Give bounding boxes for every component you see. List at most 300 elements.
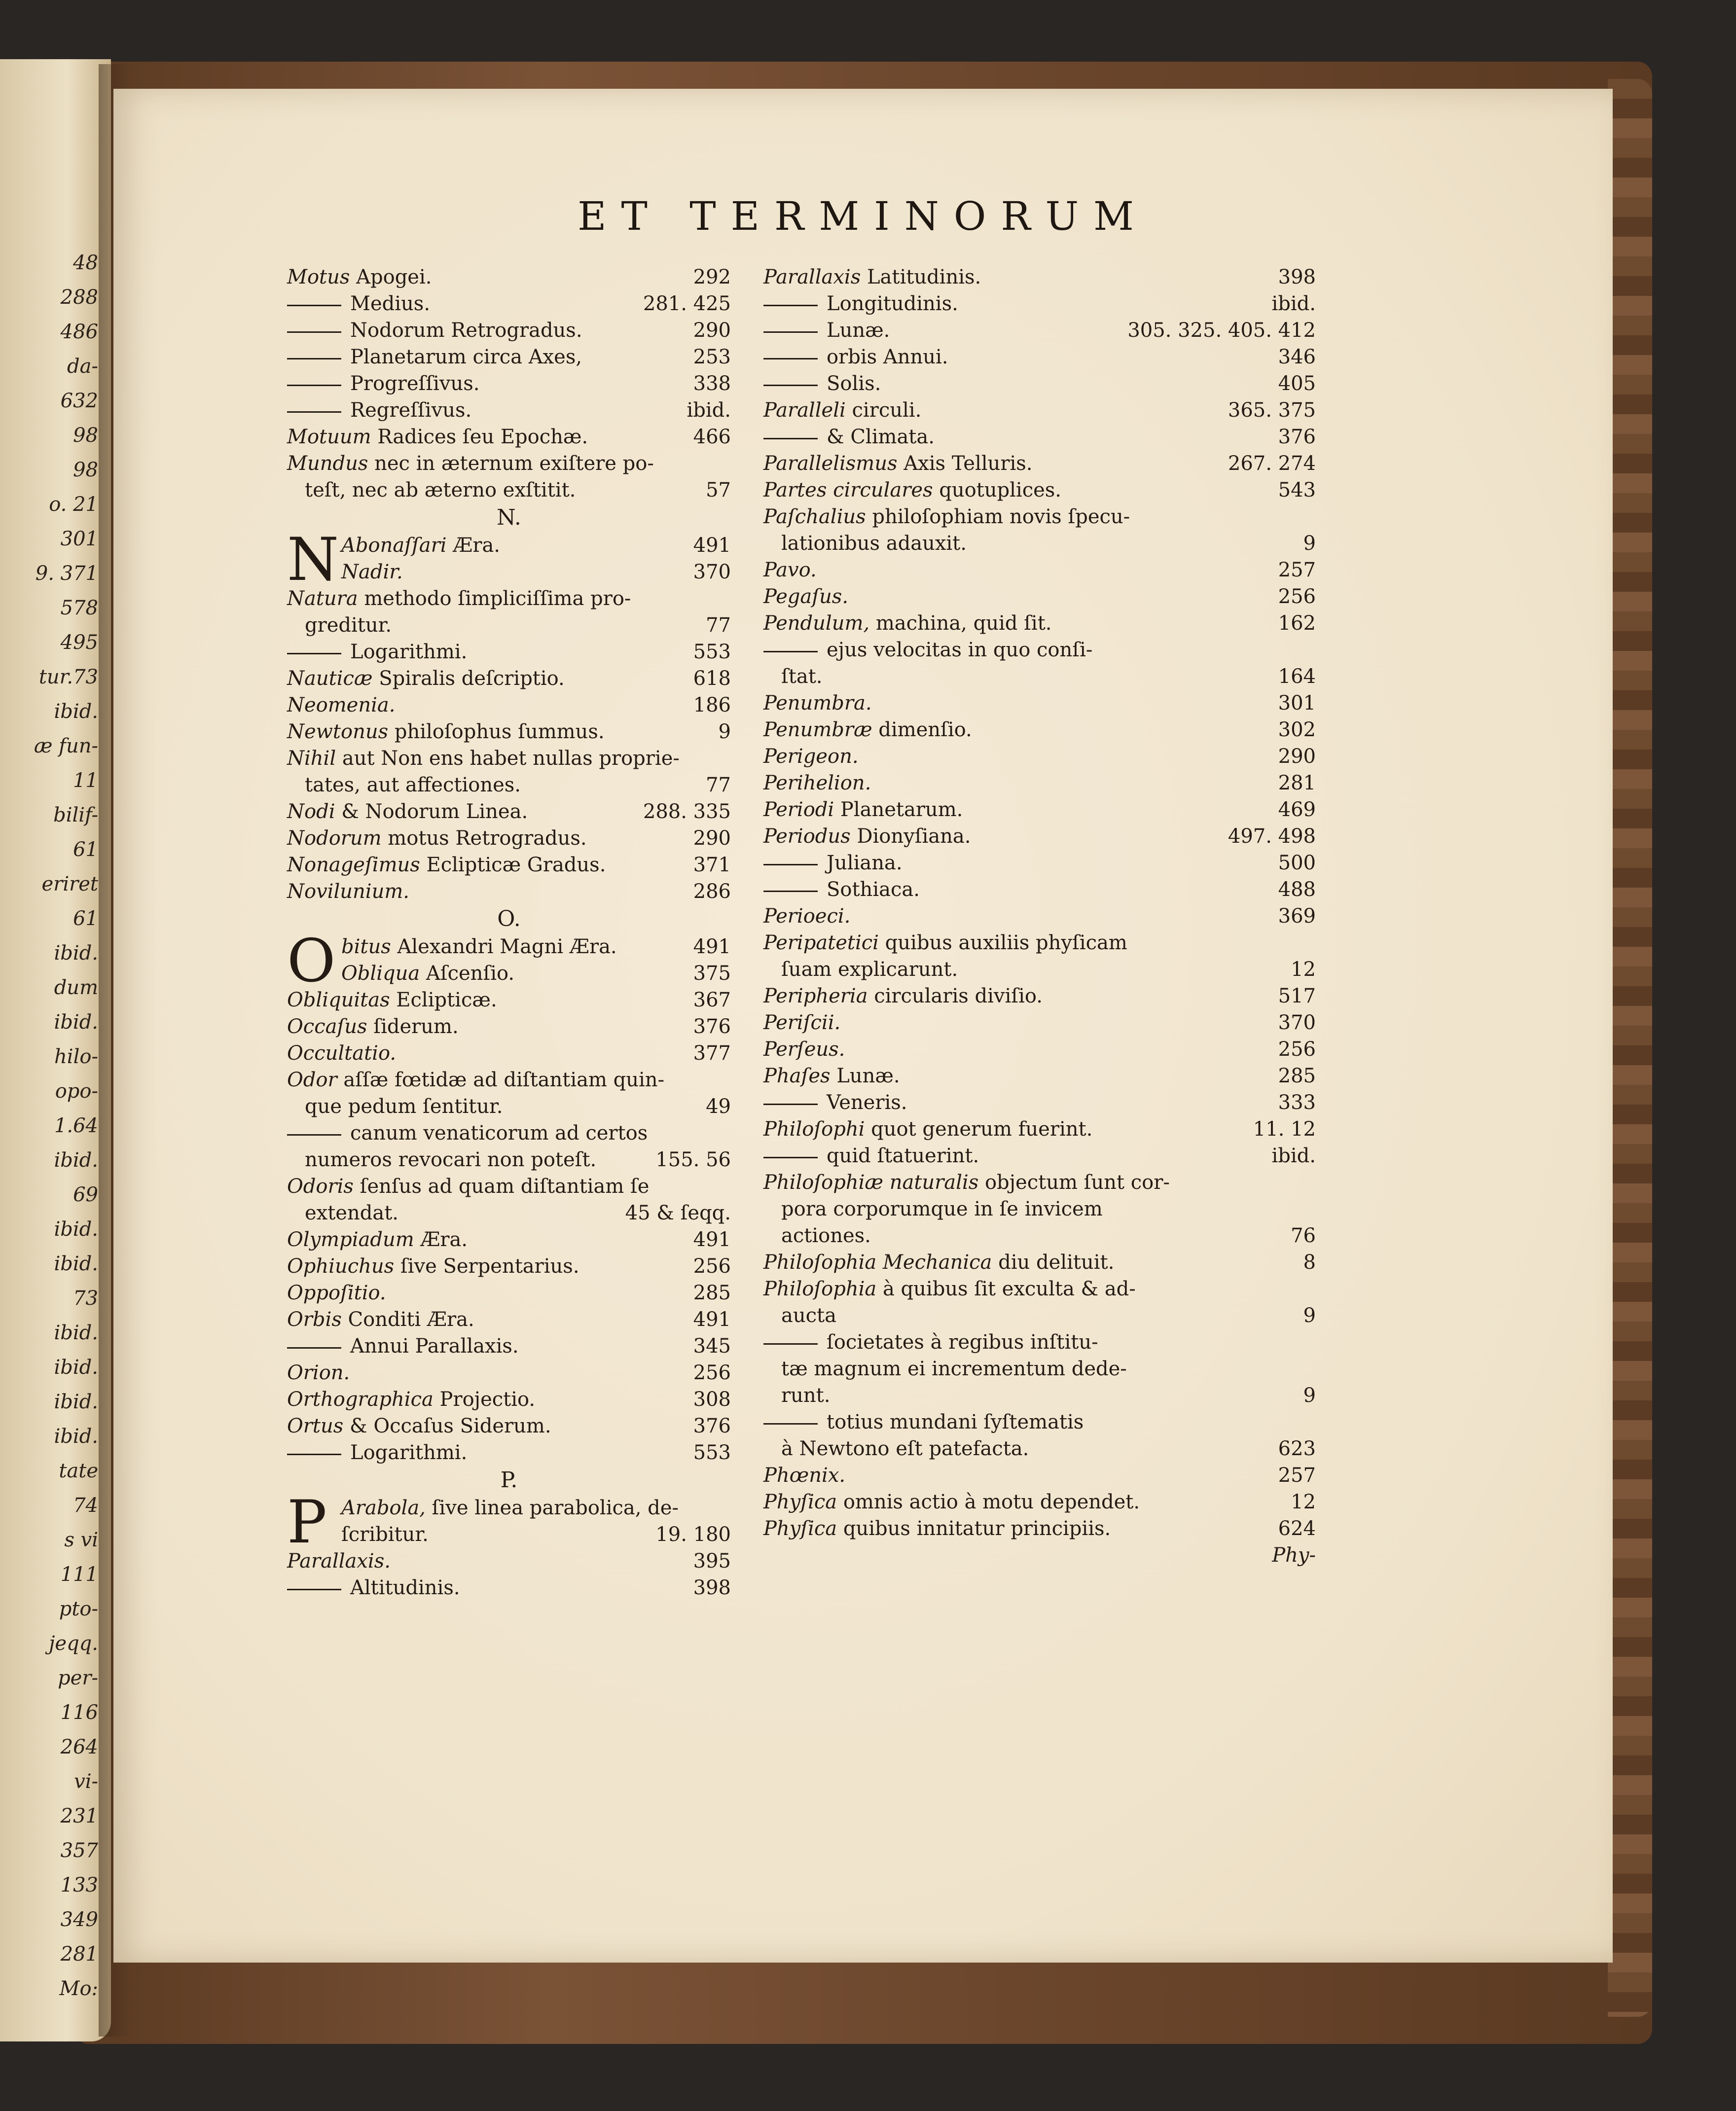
index-entry bbox=[287, 852, 731, 878]
page-reference: 375 bbox=[693, 962, 731, 985]
entry-text: Dionyſiana. bbox=[850, 825, 971, 848]
page-reference: 281 bbox=[1278, 772, 1316, 794]
index-entry bbox=[763, 370, 1316, 397]
index-entry bbox=[287, 1146, 731, 1173]
prev-page-fragment: o. 21 bbox=[49, 493, 98, 516]
prev-page-fragment: 61 bbox=[73, 907, 98, 930]
entry-text: omnis actio à motu dependet. bbox=[837, 1491, 1140, 1513]
prev-page-fragment: tur.73 bbox=[38, 666, 98, 688]
page-reference: 376 bbox=[693, 1015, 731, 1038]
entry-text: & Occaſus Siderum. bbox=[343, 1415, 551, 1437]
entry-text: aſſæ fœtidæ ad diſtantiam quin- bbox=[337, 1069, 665, 1091]
index-entry bbox=[763, 637, 1316, 663]
entry-term: Nodi bbox=[287, 800, 335, 823]
index-entry bbox=[287, 1067, 731, 1093]
entry-text: à quibus ſit exculta & ad- bbox=[876, 1278, 1136, 1300]
entry-text: Radices ſeu Epochæ. bbox=[371, 426, 588, 448]
entry-text: aucta bbox=[781, 1304, 836, 1327]
entry-text: ſive Serpentarius. bbox=[394, 1255, 579, 1278]
entry-text: Alexandri Magni Æra. bbox=[391, 935, 617, 958]
entry-term: Olympiadum bbox=[287, 1228, 414, 1251]
page-reference: 623 bbox=[1278, 1437, 1316, 1460]
index-entry bbox=[287, 1574, 731, 1601]
index-entry bbox=[763, 796, 1316, 823]
page-reference: 76 bbox=[1291, 1224, 1316, 1247]
index-entry bbox=[287, 960, 731, 987]
index-entry bbox=[287, 1333, 731, 1360]
page-reference: 77 bbox=[706, 614, 731, 637]
prev-page-fragment: 632 bbox=[60, 390, 98, 412]
page-reference: ibid. bbox=[1271, 1145, 1316, 1167]
entry-text: dimenſio. bbox=[872, 718, 972, 741]
index-entry bbox=[287, 639, 731, 665]
entry-text: Apogei. bbox=[350, 266, 432, 288]
drop-cap: N bbox=[287, 526, 339, 594]
entry-text: Projectio. bbox=[433, 1388, 536, 1411]
prev-page-fragment: ibid. bbox=[54, 700, 98, 723]
page-reference: 338 bbox=[693, 372, 731, 395]
prev-page-fragment: ibid. bbox=[54, 1356, 98, 1379]
entry-term: Obliquitas bbox=[287, 989, 390, 1011]
index-entry bbox=[763, 1382, 1316, 1409]
page-reference: 77 bbox=[706, 774, 731, 796]
page-reference: 466 bbox=[693, 426, 731, 448]
prev-page-fragment: 116 bbox=[60, 1701, 98, 1724]
page-reference: 491 bbox=[693, 1228, 731, 1251]
page-reference: 9 bbox=[1303, 1304, 1316, 1327]
repeat-dash bbox=[287, 1589, 341, 1590]
entry-text: tates, aut affectiones. bbox=[305, 774, 521, 796]
entry-term: Odor bbox=[287, 1069, 337, 1091]
repeat-dash bbox=[287, 385, 341, 386]
index-entry bbox=[287, 290, 731, 317]
page-reference: 257 bbox=[1278, 559, 1316, 581]
prev-page-fragment: ibid. bbox=[54, 1011, 98, 1034]
page-reference: 377 bbox=[693, 1042, 731, 1065]
page-reference: 302 bbox=[1278, 718, 1316, 741]
index-entry bbox=[763, 264, 1316, 290]
index-entry bbox=[287, 745, 731, 772]
index-entry bbox=[763, 557, 1316, 583]
entry-text: quot generum fuerint. bbox=[865, 1118, 1093, 1141]
entry-term: Paralleli bbox=[763, 399, 846, 422]
prev-page-fragment: ibid. bbox=[54, 942, 98, 965]
entry-term: Philoſophiæ naturalis bbox=[763, 1171, 979, 1194]
entry-text: & Climata. bbox=[827, 426, 935, 448]
index-entry bbox=[287, 585, 731, 612]
page-reference: 285 bbox=[693, 1282, 731, 1304]
index-entry bbox=[287, 1226, 731, 1253]
entry-term: Peripheria bbox=[763, 985, 868, 1007]
prev-page-fragment: hilo- bbox=[54, 1045, 98, 1068]
entry-term: Occultatio. bbox=[287, 1042, 397, 1065]
entry-term: Pendulum, bbox=[763, 612, 870, 635]
prev-page-fragment: 98 bbox=[73, 459, 98, 481]
page-reference: 346 bbox=[1278, 346, 1316, 368]
prev-page-fragment: 61 bbox=[73, 838, 98, 861]
prev-page-fragment: 357 bbox=[60, 1839, 98, 1862]
index-entry bbox=[287, 665, 731, 692]
index-entry bbox=[287, 344, 731, 370]
repeat-dash bbox=[763, 1423, 818, 1425]
prev-page-fragment: ibid. bbox=[54, 1149, 98, 1172]
prev-page-fragment: 11 bbox=[73, 769, 98, 792]
catchword: Phy- bbox=[1272, 1544, 1316, 1567]
prev-page-fragment: 48 bbox=[73, 251, 98, 274]
index-entry bbox=[763, 850, 1316, 876]
repeat-dash bbox=[287, 653, 341, 654]
entry-term: Philoſophia Mechanica bbox=[763, 1251, 992, 1274]
entry-term: Obliqua bbox=[341, 962, 420, 985]
page-reference: 19. 180 bbox=[655, 1523, 731, 1546]
index-entry bbox=[763, 1302, 1316, 1329]
repeat-dash bbox=[287, 411, 341, 413]
index-entry bbox=[763, 1356, 1316, 1382]
entry-text: machina, quid ſit. bbox=[869, 612, 1052, 635]
entry-term: Newtonus bbox=[287, 720, 389, 743]
prev-page-fragment: vi- bbox=[74, 1770, 98, 1793]
index-entry bbox=[763, 1276, 1316, 1302]
entry-text: Lunæ. bbox=[830, 1065, 900, 1087]
index-entry bbox=[763, 1116, 1316, 1143]
index-entry bbox=[763, 530, 1316, 557]
index-entry bbox=[763, 876, 1316, 903]
entry-term: Oppoſitio. bbox=[287, 1282, 386, 1304]
entry-term: Nonageſimus bbox=[287, 854, 420, 876]
entry-text: à Newtono eſt patefacta. bbox=[781, 1437, 1029, 1460]
entry-text: quotuplices. bbox=[933, 479, 1062, 501]
prev-page-fragment: ibid. bbox=[54, 1425, 98, 1448]
index-entry bbox=[763, 1409, 1316, 1435]
prev-page-fragment: 495 bbox=[60, 631, 98, 654]
page-reference: 395 bbox=[693, 1550, 731, 1573]
entry-text: canum venaticorum ad certos bbox=[350, 1122, 648, 1145]
page-reference: 49 bbox=[706, 1095, 731, 1118]
index-entry bbox=[763, 1515, 1316, 1542]
index-entry bbox=[287, 718, 731, 745]
index-entry bbox=[287, 450, 731, 477]
index-entry bbox=[763, 450, 1316, 477]
index-entry bbox=[287, 1120, 731, 1146]
entry-term: Phœnix. bbox=[763, 1464, 846, 1487]
entry-term: Periſcii. bbox=[763, 1011, 841, 1034]
entry-text: Planetarum. bbox=[834, 798, 963, 821]
prev-page-fragment: 1.64 bbox=[54, 1114, 98, 1137]
entry-text: Conditi Æra. bbox=[341, 1308, 474, 1331]
letter-heading: O. bbox=[497, 906, 521, 931]
page-reference: 517 bbox=[1278, 985, 1316, 1007]
index-entry bbox=[763, 1089, 1316, 1116]
index-entry bbox=[763, 1435, 1316, 1462]
entry-term: Periodi bbox=[763, 798, 834, 821]
page-reference: 398 bbox=[693, 1576, 731, 1599]
entry-text: ſive linea parabolica, de- bbox=[425, 1497, 679, 1519]
entry-term: Philoſophi bbox=[763, 1118, 865, 1141]
index-entry bbox=[287, 1200, 731, 1226]
index-entry bbox=[763, 690, 1316, 716]
entry-term: Motus bbox=[287, 266, 350, 288]
prev-page-fragment: jeqq. bbox=[49, 1632, 98, 1655]
entry-term: Ophiuchus bbox=[287, 1255, 395, 1278]
index-entry bbox=[287, 370, 731, 397]
page-reference: 491 bbox=[693, 534, 731, 557]
prev-page-fragment: ibid. bbox=[54, 1322, 98, 1344]
page-reference: 370 bbox=[1278, 1011, 1316, 1034]
index-entry bbox=[287, 798, 731, 825]
index-entry bbox=[287, 1386, 731, 1413]
entry-text: ſcribitur. bbox=[341, 1523, 429, 1546]
page-reference: 288. 335 bbox=[643, 800, 731, 823]
index-entry bbox=[287, 878, 731, 905]
entry-text: Lunæ. bbox=[827, 319, 890, 342]
entry-term: Orbis bbox=[287, 1308, 342, 1331]
repeat-dash bbox=[763, 331, 818, 333]
entry-term: Penumbra. bbox=[763, 692, 872, 715]
entry-term: Phyſica bbox=[763, 1491, 837, 1513]
prev-page-fragment: 111 bbox=[60, 1563, 98, 1586]
entry-text: numeros revocari non poteſt. bbox=[305, 1148, 597, 1171]
index-entry bbox=[763, 1143, 1316, 1169]
repeat-dash bbox=[287, 305, 341, 306]
index-entry bbox=[763, 983, 1316, 1009]
page-reference: 301 bbox=[1278, 692, 1316, 715]
prev-page-fragment: æ fun- bbox=[34, 735, 98, 757]
entry-text: orbis Annui. bbox=[827, 346, 948, 368]
entry-text: Medius. bbox=[350, 292, 431, 315]
prev-page-fragment: da- bbox=[67, 355, 98, 378]
index-entry bbox=[763, 956, 1316, 983]
index-entry bbox=[763, 397, 1316, 424]
prev-page-fragment: ibid. bbox=[54, 1218, 98, 1241]
entry-text: actiones. bbox=[781, 1224, 871, 1247]
index-entry bbox=[287, 1439, 731, 1466]
previous-page-edge bbox=[0, 59, 111, 2041]
page-reference: 256 bbox=[1278, 585, 1316, 608]
index-column-right bbox=[763, 264, 1316, 1569]
entry-text: Eclipticæ. bbox=[390, 989, 497, 1011]
page-reference: 253 bbox=[693, 346, 731, 368]
index-entry bbox=[287, 1521, 731, 1548]
page-reference: 405 bbox=[1278, 372, 1316, 395]
entry-text: ſocietates à regibus inſtitu- bbox=[827, 1331, 1098, 1354]
entry-term: Arabola, bbox=[341, 1497, 426, 1519]
prev-page-fragment: ibid. bbox=[54, 1252, 98, 1275]
entry-term: Perigeon. bbox=[763, 745, 859, 768]
entry-text: pora corporumque in ſe invicem bbox=[781, 1198, 1103, 1220]
index-entry bbox=[763, 770, 1316, 796]
index-entry bbox=[763, 1249, 1316, 1276]
index-entry bbox=[287, 317, 731, 344]
prev-page-fragment: 9. 371 bbox=[35, 562, 98, 585]
entry-text: Nodorum Retrogradus. bbox=[350, 319, 582, 342]
page-reference: 286 bbox=[693, 880, 731, 903]
entry-term: Nodorum bbox=[287, 827, 382, 850]
page-reference: 162 bbox=[1278, 612, 1316, 635]
index-entry bbox=[287, 1040, 731, 1067]
entry-text: Sothiaca. bbox=[827, 878, 920, 901]
page-reference: 543 bbox=[1278, 479, 1316, 501]
index-entry bbox=[763, 477, 1316, 503]
entry-text: Logarithmi. bbox=[350, 641, 468, 663]
cover-edge bbox=[1608, 79, 1652, 2017]
entry-term: Perſeus. bbox=[763, 1038, 845, 1061]
repeat-dash bbox=[763, 385, 818, 386]
index-entry bbox=[287, 264, 731, 290]
page-reference: 9 bbox=[718, 720, 731, 743]
entry-term: bitus bbox=[341, 935, 391, 958]
index-entry bbox=[763, 503, 1316, 530]
prev-page-fragment: per- bbox=[58, 1667, 98, 1689]
index-entry bbox=[287, 825, 731, 852]
index-entry bbox=[287, 559, 731, 585]
entry-term: Peripatetici bbox=[763, 931, 879, 954]
index-entry bbox=[763, 1462, 1316, 1489]
entry-term: Occaſus bbox=[287, 1015, 367, 1038]
entry-text: ejus velocitas in quo conſi- bbox=[827, 639, 1093, 661]
prev-page-fragment: 74 bbox=[73, 1494, 98, 1517]
page-reference: 500 bbox=[1278, 852, 1316, 874]
entry-term: Penumbræ bbox=[763, 718, 872, 741]
page-reference: 469 bbox=[1278, 798, 1316, 821]
index-entry bbox=[287, 1413, 731, 1439]
entry-text: & Nodorum Linea. bbox=[335, 800, 528, 823]
index-entry bbox=[287, 1360, 731, 1386]
entry-text: Regreſſivus. bbox=[350, 399, 472, 422]
entry-text: extendat. bbox=[305, 1202, 398, 1224]
page-reference: 290 bbox=[693, 827, 731, 850]
page-reference: 553 bbox=[693, 1441, 731, 1464]
index-entry bbox=[763, 903, 1316, 930]
entry-text: Logarithmi. bbox=[350, 1441, 468, 1464]
entry-term: Neomenia. bbox=[287, 694, 396, 716]
repeat-dash bbox=[287, 1134, 341, 1136]
page-reference: 45 & ſeqq. bbox=[625, 1202, 731, 1224]
index-entry bbox=[287, 1093, 731, 1120]
repeat-dash bbox=[763, 305, 818, 306]
index-entry bbox=[763, 1063, 1316, 1089]
prev-page-fragment: 486 bbox=[60, 321, 98, 343]
prev-page-fragment: 301 bbox=[60, 528, 98, 550]
page-reference: 491 bbox=[693, 1308, 731, 1331]
index-page bbox=[113, 89, 1613, 1963]
index-entry bbox=[763, 743, 1316, 770]
page-reference: 9 bbox=[1303, 532, 1316, 555]
page-reference: 285 bbox=[1278, 1065, 1316, 1087]
entry-text: ſenſus ad quam diſtantiam ſe bbox=[353, 1175, 650, 1198]
repeat-dash bbox=[763, 1343, 818, 1345]
page-reference: 345 bbox=[693, 1335, 731, 1358]
index-entry bbox=[763, 823, 1316, 850]
entry-text: Eclipticæ Gradus. bbox=[420, 854, 606, 876]
index-entry bbox=[763, 663, 1316, 690]
prev-page-fragment: 264 bbox=[60, 1736, 98, 1758]
entry-text: nec in æternum exiſtere po- bbox=[368, 452, 654, 475]
repeat-dash bbox=[763, 651, 818, 652]
entry-text: circularis diviſio. bbox=[868, 985, 1043, 1007]
entry-term: Phaſes bbox=[763, 1065, 831, 1087]
prev-page-fragment: Mo: bbox=[59, 1977, 98, 2000]
page-reference: 12 bbox=[1291, 958, 1316, 981]
entry-term: Perihelion. bbox=[763, 772, 871, 794]
entry-text: Æra. bbox=[446, 534, 500, 557]
entry-term: Partes circulares bbox=[763, 479, 933, 501]
page-reference: 11. 12 bbox=[1253, 1118, 1316, 1141]
entry-text: philoſophiam novis ſpecu- bbox=[866, 505, 1130, 528]
entry-text: runt. bbox=[781, 1384, 831, 1407]
index-entry bbox=[763, 424, 1316, 450]
entry-text: Solis. bbox=[827, 372, 881, 395]
prev-page-fragment: dum bbox=[54, 976, 98, 999]
prev-page-fragment: bilif- bbox=[53, 804, 98, 826]
repeat-dash bbox=[763, 1157, 818, 1158]
page-reference: 371 bbox=[693, 854, 731, 876]
prev-page-fragment: 133 bbox=[60, 1874, 98, 1896]
page-reference: 256 bbox=[693, 1361, 731, 1384]
letter-heading: P. bbox=[500, 1467, 518, 1493]
page-reference: 365. 375 bbox=[1228, 399, 1316, 422]
page-reference: 305. 325. 405. 412 bbox=[1127, 319, 1316, 342]
entry-term: Paſchalius bbox=[763, 505, 866, 528]
repeat-dash bbox=[287, 1347, 341, 1349]
page-reference: 257 bbox=[1278, 1464, 1316, 1487]
page-reference: 370 bbox=[693, 561, 731, 583]
entry-text: motus Retrogradus. bbox=[381, 827, 587, 850]
page-reference: 186 bbox=[693, 694, 731, 716]
index-entry bbox=[763, 716, 1316, 743]
entry-text: teſt, nec ab æterno exſtitit. bbox=[305, 479, 576, 501]
entry-text: totius mundani ſyſtematis bbox=[827, 1411, 1084, 1433]
entry-term: Perioeci. bbox=[763, 905, 851, 928]
index-entry bbox=[763, 610, 1316, 637]
page-reference: 290 bbox=[1278, 745, 1316, 768]
index-entry bbox=[287, 424, 731, 450]
entry-term: Parallelismus bbox=[763, 452, 898, 475]
page-reference: 164 bbox=[1278, 665, 1316, 688]
drop-cap: P bbox=[287, 1488, 327, 1557]
entry-term: Nihil bbox=[287, 747, 336, 770]
entry-term: Orthographica bbox=[287, 1388, 434, 1411]
entry-term: Nauticæ bbox=[287, 667, 373, 690]
page-reference: 155. 56 bbox=[655, 1148, 731, 1171]
page-reference: 333 bbox=[1278, 1091, 1316, 1114]
page-reference: 308 bbox=[693, 1388, 731, 1411]
page-reference: 8 bbox=[1303, 1251, 1316, 1274]
entry-text: circuli. bbox=[845, 399, 922, 422]
entry-text: Æra. bbox=[414, 1228, 468, 1251]
prev-page-fragment: 98 bbox=[73, 424, 98, 447]
entry-term: Parallaxis bbox=[763, 266, 861, 288]
entry-text: tæ magnum ei incrementum dede- bbox=[781, 1358, 1127, 1380]
entry-text: diu delituit. bbox=[992, 1251, 1115, 1274]
entry-term: Ortus bbox=[287, 1415, 344, 1437]
page-reference: 57 bbox=[706, 479, 731, 501]
prev-page-fragment: 578 bbox=[60, 597, 98, 619]
page-reference: 290 bbox=[693, 319, 731, 342]
repeat-dash bbox=[763, 438, 818, 439]
page-reference: ibid. bbox=[687, 399, 731, 422]
prev-page-fragment: 73 bbox=[73, 1287, 98, 1310]
index-entry bbox=[763, 290, 1316, 317]
page-reference: 553 bbox=[693, 641, 731, 663]
index-entry bbox=[287, 1306, 731, 1333]
entry-term: Periodus bbox=[763, 825, 851, 848]
prev-page-fragment: eriret bbox=[41, 873, 98, 895]
drop-cap: O bbox=[287, 927, 336, 996]
entry-term: Mundus bbox=[287, 452, 368, 475]
prev-page-fragment: 281 bbox=[60, 1943, 98, 1966]
prev-page-fragment: ibid. bbox=[54, 1391, 98, 1413]
repeat-dash bbox=[287, 358, 341, 359]
